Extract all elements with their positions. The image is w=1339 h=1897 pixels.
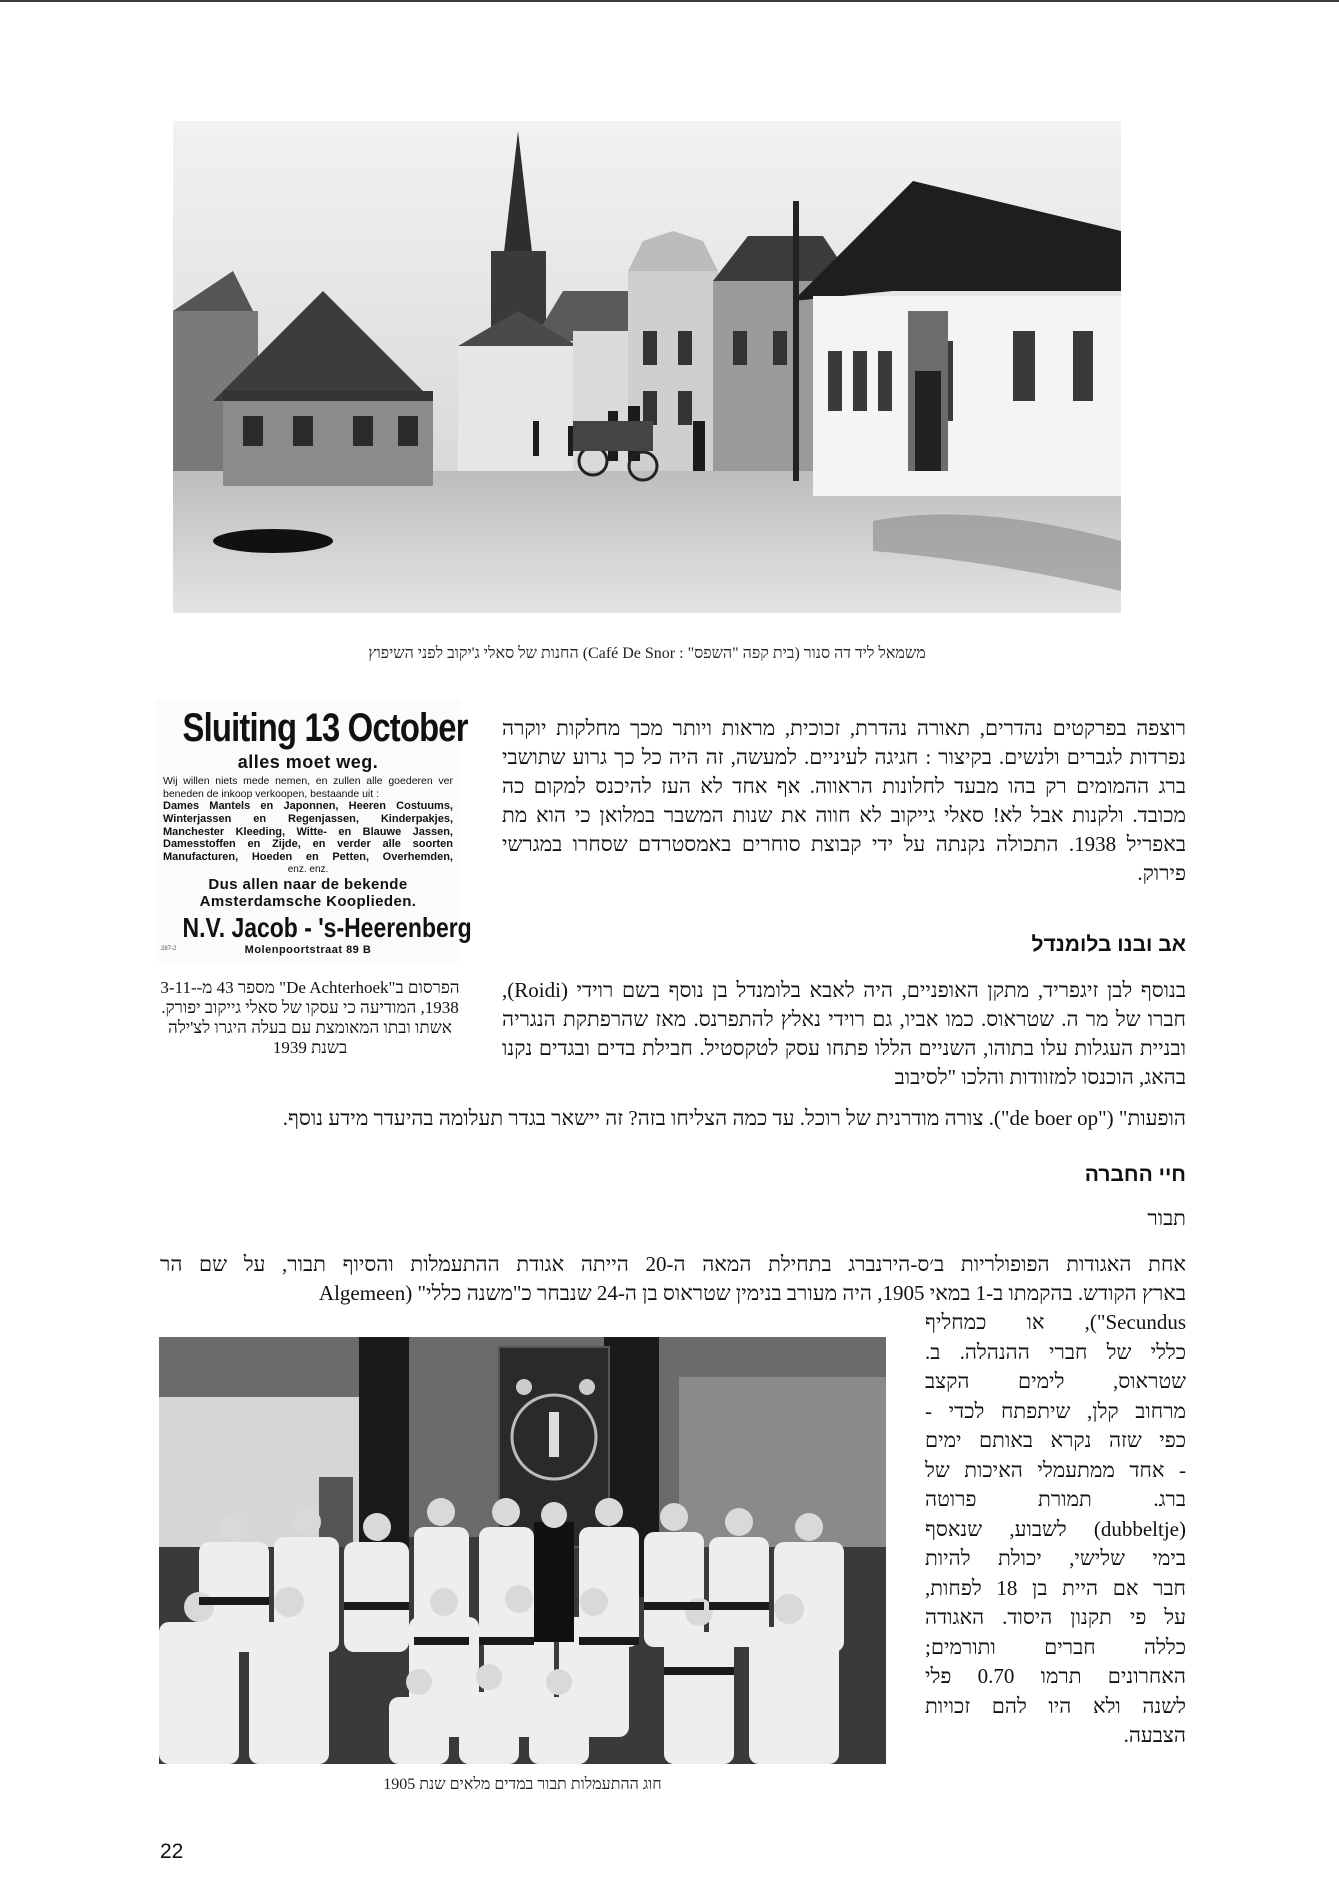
ad-subheadline: alles moet weg. — [237, 752, 379, 772]
newspaper-advertisement — [155, 700, 472, 962]
section-heading-blumendal: אב ובנו בלומנדל — [1031, 933, 1186, 956]
ad-item-line: Damesstoffen en Zijde, en verder alle soorten — [163, 838, 453, 851]
column-line: בימי שלישי, יכולת להיות — [925, 1546, 1186, 1570]
column-line: על פי תקנון היסוד. האגודה — [925, 1605, 1186, 1629]
ad-call-line: Dus allen naar de bekende — [208, 875, 408, 893]
column-line: כללי של חברי ההנהלה. ב. — [925, 1339, 1186, 1364]
ad-headline: Sluiting 13 October — [182, 706, 468, 750]
section-heading-social-life: חיי החברה — [1084, 1163, 1186, 1186]
column-line: האחרונים תרמו 0.70 פלי — [925, 1664, 1186, 1688]
ad-item-line: Winterjassen en Regenjassen, Kinderpakjes, — [163, 812, 453, 825]
paragraph-blumendal-continued: הופעות" ("de boer op"). צורה מודרנית של רוכל. עד כמה הצליחו בזה? זה יישאר בגדר תעלומה בהיעדר מידע נוסף. — [282, 1106, 1186, 1130]
ad-code: 287-2 — [161, 946, 177, 952]
column-line: שטראוס, לימים הקצב — [925, 1369, 1186, 1393]
bottom-photo-caption: חוג ההתעמלות תבור במדים מלאים שנת 1905 — [383, 1776, 662, 1793]
column-line: Secundus"), או כמחליף — [925, 1310, 1186, 1334]
column-line: (dubbeltje) לשבוע, שנאסף — [925, 1516, 1186, 1541]
column-line: חבר אם היית בן 18 לפחות, — [925, 1575, 1186, 1600]
column-line: ברג. תמורת פרוטה — [925, 1487, 1186, 1511]
ad-call-line: Amsterdamsche Kooplieden. — [199, 892, 417, 910]
column-line: - אחד ממתעמלי האיכות של — [925, 1457, 1186, 1482]
ad-item-line: Dames Mantels en Japonnen, Heeren Costuums, — [163, 800, 453, 812]
ad-item-line: Manufacturen, Hoeden en Petten, Overhemden, — [163, 851, 453, 864]
top-border — [0, 0, 1339, 2]
paragraph-tabor-line: בארץ הקודש. בהקמתו ב-1 במאי 1905, היה מעורב בנימין שטראוס בן ה-24 שנבחר כ"משנה כללי" (Algemeen — [318, 1281, 1186, 1305]
street-scene-photo — [173, 121, 1121, 613]
column-line: הצבעה. — [1123, 1723, 1186, 1747]
paragraph-tabor-column — [925, 1308, 1186, 1751]
column-line: לשנה ולא היו להם זכויות — [925, 1693, 1186, 1718]
gymnastics-club-photo — [159, 1337, 886, 1764]
top-photo-caption: משמאל ליד דה סנור (בית קפה "השפס" : Café De Snor) החנות של סאלי ג'יקוב לפני השיפוץ — [368, 645, 926, 662]
paragraph-tabor-line: אחת האגודות הפופולריות ב׳ס-הירנברג בתחילת המאה ה-20 הייתה אגודת ההתעמלות והסיוף תבור, על שם הר — [160, 1252, 1186, 1276]
paragraph-store: רוצפה בפרקטים נהדרים, תאורה נהדרת, זכוכית, מראות ויותר מכך מחלקות יוקרה נפרדות לגברים ולנשים. בקיצור : חגיגה לעיניים. למעשה, זה היה כל כך גרוע שתושבי ברג ההמומים רק בהו מבעד לחלונות הראווה. אף אחד לא העז להיכנס למקום כה מכובד. ולקנות אבל לא! סאלי גייקוב לא חווה את שנות המשבר במלואן כי הוא מת באפריל 1938. התכולה נקנתה על ידי קבוצת סוחרים באמסטרדם שסחרו במגרשי פירוק. — [502, 716, 1186, 885]
page-number: 22 — [160, 1840, 184, 1863]
ad-item-line: Manchester Kleeding, Witte- en Blauwe Jassen, — [163, 825, 453, 838]
column-line: מרחוב קלן, שיתפתח לכדי - — [925, 1398, 1186, 1423]
column-line: כפי שזה נקרא באותם ימים — [925, 1428, 1186, 1452]
subheading-tabor: תבור — [1147, 1206, 1186, 1230]
ad-enz: enz. enz. — [287, 863, 329, 875]
paragraph-blumendal: בנוסף לבן זיגפריד, מתקן האופניים, היה לאבא בלומנדל בן נוסף בשם רוידי (Roidi), חברו של מר ה. שטראוס. כמו אביו, גם רוידי נאלץ להתפרנס. מאז שהרפתקת הנגריה ובניית העגלות עלו בתוהו, השניים הללו פתחו עסק לטקסטיל. חבילת בדים ובגדים נקנו בהאג, הוכנסו למזוודות והלכו "לסיבוב — [502, 978, 1186, 1089]
ad-company: N.V. Jacob - 's-Heerenberg — [182, 911, 472, 943]
advertisement-caption: הפרסום ב"De Achterhoek" מספר 43 מ-3-11-1938, המודיעה כי עסקו של סאלי גייקוב יפורק. אשתו ובתו המאומצת עם בעלה היגרו לצ'ילה בשנת 1939 — [160, 978, 460, 1057]
street-scene-illustration — [173, 121, 1121, 613]
column-line: כללה חברים ותורמים; — [925, 1634, 1186, 1659]
ad-intro: Wij willen niets mede nemen, en zullen alle goederen ver beneden de inkoop verkoopen, bestaande uit : — [163, 775, 453, 800]
gymnastics-club-illustration — [159, 1337, 886, 1764]
ad-address: Molenpoortstraat 89 B — [244, 943, 372, 956]
